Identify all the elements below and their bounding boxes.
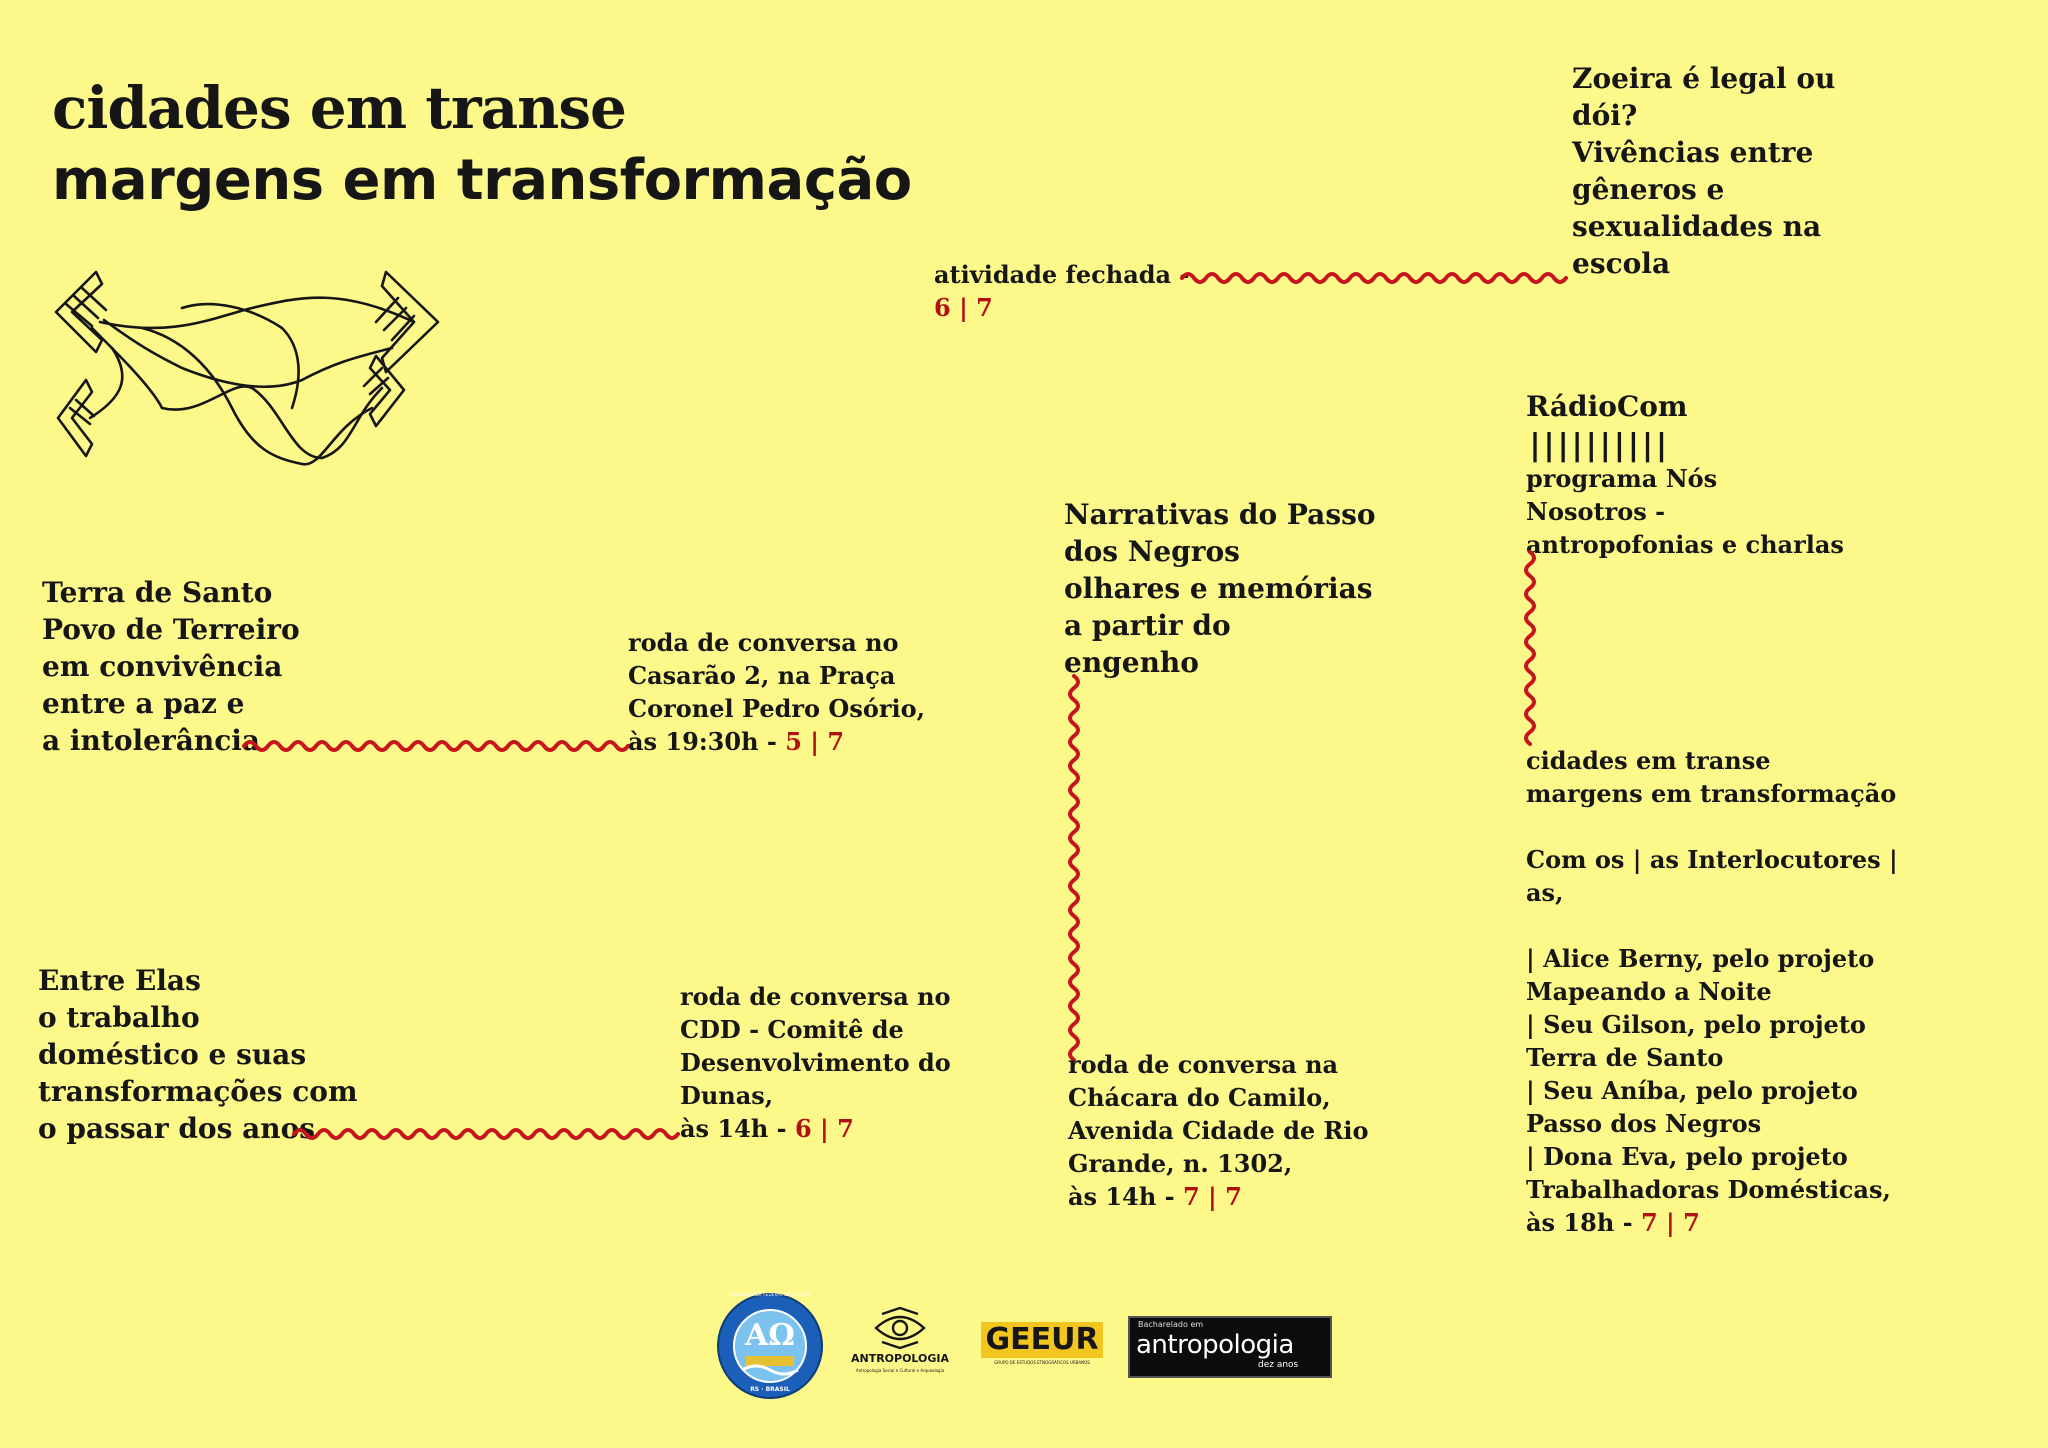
event-zoeira-title: Zoeira é legal ou dói? Vivências entre gêneros e sexualidades na escola [1572, 62, 1836, 280]
ufpel-symbol: AΩ [745, 1318, 795, 1353]
event-terra-title: Terra de Santo Povo de Terreiro em convivência entre a paz e a intolerância [42, 576, 300, 757]
event-elas-date: às 14h - 6 | 7 [680, 1114, 854, 1143]
antropologia-sub: Antropologia Social e Cultural e Arqueologia [855, 1368, 945, 1373]
arrows-network-illustration [52, 268, 448, 468]
antropologia-eye-logo [842, 1306, 958, 1386]
dezanos-top: Bacharelado em [1138, 1320, 1204, 1329]
poster-subtitle: margens em transformação [52, 148, 912, 213]
connector-wave-terra [244, 738, 628, 754]
event-passo-info: roda de conversa na Chácara do Camilo, Avenida Cidade de Rio Grande, n. 1302, às 14h - 7 | 7 [1068, 1050, 1369, 1211]
connector-wave-zoeira [1182, 270, 1572, 286]
event-radiocom-title: RádioCom [1526, 390, 1688, 423]
event-radiocom-program: programa Nós Nosotros - antropofonias e charlas [1526, 464, 1844, 559]
event-zoeira-date: 6 | 7 [934, 293, 993, 322]
event-terra-date: às 19:30h - 5 | 7 [628, 727, 845, 756]
poster-title: cidades em transe [52, 74, 626, 142]
antropologia-label: ANTROPOLOGIA [850, 1352, 950, 1365]
radiocom-barcode: |||||||||| [1526, 428, 1667, 463]
ufpel-bottom: RS · BRASIL [750, 1386, 790, 1393]
event-elas-info: roda de conversa no CDD - Comitê de Desenvolvimento do Dunas, às 14h - 6 | 7 [680, 982, 951, 1143]
ufpel-name: UNIVERSIDADE FEDERAL DE PELOTAS [729, 1292, 811, 1297]
connector-wave-passo [1066, 676, 1082, 1066]
connector-wave-radiocom [1522, 552, 1538, 752]
event-elas-title: Entre Elas o trabalho doméstico e suas transformações com o passar dos anos [38, 964, 358, 1145]
event-zoeira-info: atividade fechada - 6 | 7 [934, 260, 1190, 322]
antropologia-dez-anos-logo [1128, 1316, 1332, 1378]
event-passo-title: Narrativas do Passo dos Negros olhares e memórias a partir do engenho [1064, 498, 1376, 679]
geeur-logo [984, 1318, 1100, 1368]
ufpel-seal-logo [716, 1292, 824, 1400]
event-closing-info: cidades em transe margens em transformação Com os | as Interlocutores | as, | Alice Berny, pelo projeto Mapeando a Noite | Seu Gilson, pelo projeto Terra de Santo | Seu Aníba, pelo projeto Passo dos Negros | Dona Eva, pelo projeto Trabalhadoras Domésticas, às 18h - 7 | 7 [1526, 746, 1898, 1237]
event-terra-info: roda de conversa no Casarão 2, na Praça Coronel Pedro Osório, às 19:30h - 5 | 7 [628, 628, 925, 756]
dezanos-sub: dez anos [1258, 1360, 1299, 1370]
dezanos-label: antropologia [1136, 1330, 1294, 1360]
connector-wave-elas [294, 1126, 678, 1142]
geeur-label: GEEUR [981, 1322, 1102, 1358]
event-closing-date: às 18h - 7 | 7 [1526, 1208, 1700, 1237]
geeur-sub: GRUPO DE ESTUDOS ETNOGRÁFICOS URBANOS [994, 1359, 1090, 1365]
event-passo-date: às 14h - 7 | 7 [1068, 1182, 1242, 1211]
